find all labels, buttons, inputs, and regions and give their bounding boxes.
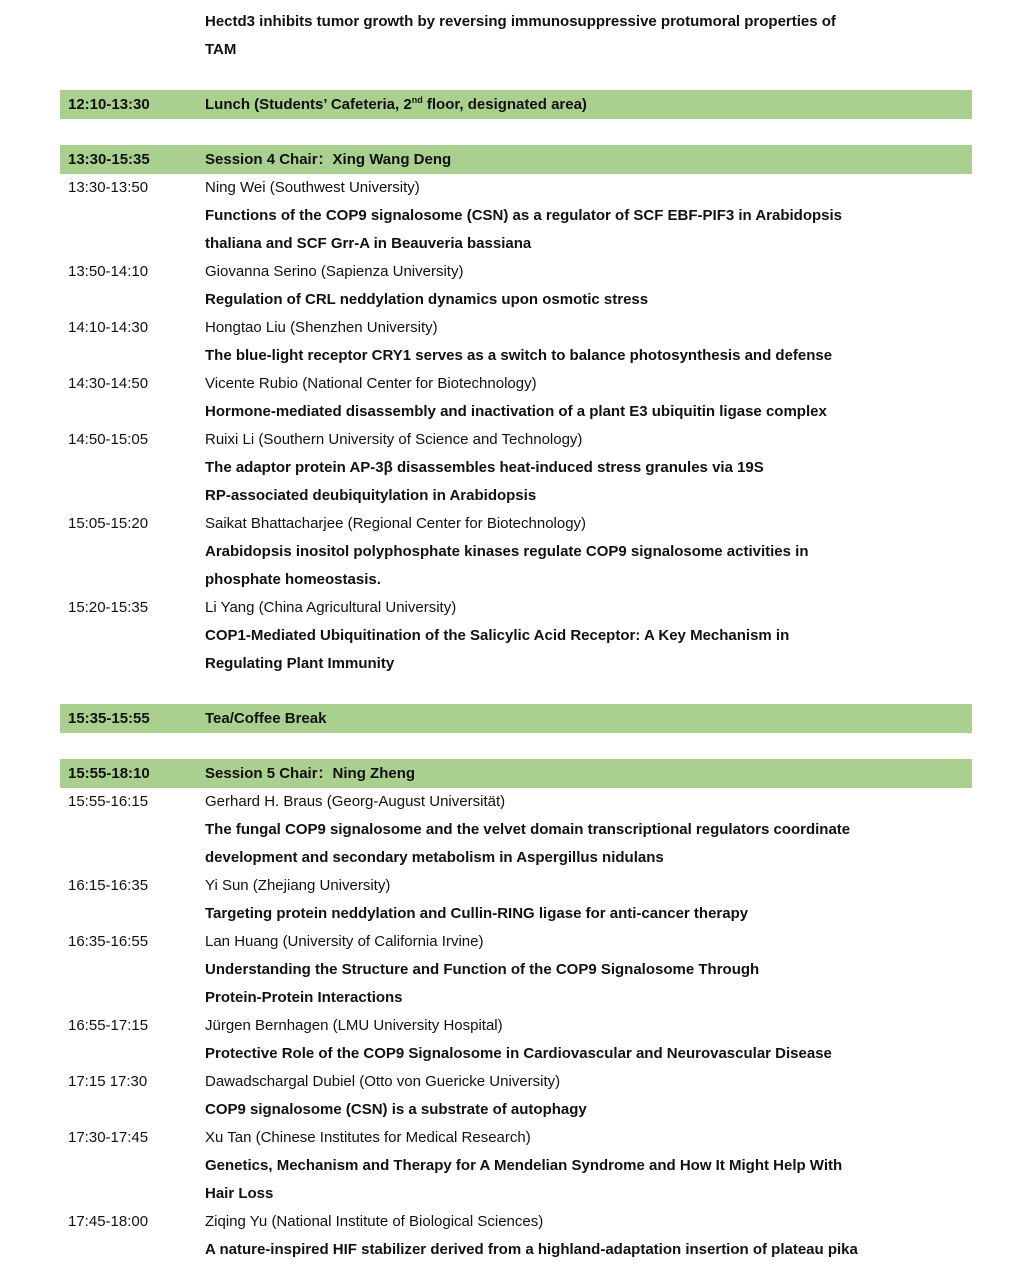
content-cell xyxy=(205,510,972,594)
speaker-line: Li Yang (China Agricultural University) xyxy=(205,599,457,616)
talk-title-line: Hormone-mediated disassembly and inactivation of a plant E3 ubiquitin ligase complex xyxy=(205,403,827,420)
talk-title-line: Hectd3 inhibits tumor growth by reversing immunosuppressive protumoral properties of xyxy=(205,13,836,30)
content-cell xyxy=(205,8,972,64)
speaker-line: Jürgen Bernhagen (LMU University Hospital) xyxy=(205,1017,503,1034)
time-cell: 16:15-16:35 xyxy=(68,877,149,894)
banner-label xyxy=(205,90,972,119)
talk-row xyxy=(60,1012,972,1068)
time-cell: 17:30-17:45 xyxy=(68,1129,149,1146)
content-cell xyxy=(205,928,972,1012)
content-cell xyxy=(205,1208,972,1264)
time-cell: 16:55-17:15 xyxy=(68,1017,149,1034)
session-banner-row xyxy=(60,704,972,733)
content-cell xyxy=(205,145,972,174)
content-cell xyxy=(205,872,972,928)
talk-row xyxy=(60,370,972,426)
time-cell: 15:55-16:15 xyxy=(68,793,149,810)
talk-row xyxy=(60,510,972,594)
session-banner-row xyxy=(60,90,972,119)
content-cell xyxy=(205,426,972,510)
time-cell: 12:10-13:30 xyxy=(68,96,150,113)
talk-title-line: Understanding the Structure and Function of the COP9 Signalosome Through xyxy=(205,961,760,978)
talk-title-line: Genetics, Mechanism and Therapy for A Mendelian Syndrome and How It Might Help With xyxy=(205,1157,843,1174)
superscript-text: nd xyxy=(411,95,423,105)
talk-row xyxy=(60,258,972,314)
banner-text: Tea/Coffee Break xyxy=(205,710,327,727)
speaker-line: Dawadschargal Dubiel (Otto von Guericke University) xyxy=(205,1073,561,1090)
talk-title-line: The fungal COP9 signalosome and the velvet domain transcriptional regulators coordinate xyxy=(205,821,851,838)
content-cell xyxy=(205,1068,972,1124)
talk-title-line: Regulation of CRL neddylation dynamics upon osmotic stress xyxy=(205,291,649,308)
speaker-line: Lan Huang (University of California Irvine) xyxy=(205,933,484,950)
talk-row xyxy=(60,1068,972,1124)
banner-label xyxy=(205,704,972,733)
time-cell: 14:10-14:30 xyxy=(68,319,149,336)
time-cell: 15:55-18:10 xyxy=(68,765,150,782)
content-cell xyxy=(205,788,972,872)
talk-title-line: The blue-light receptor CRY1 serves as a switch to balance photosynthesis and defense xyxy=(205,347,833,364)
talk-title-line: phosphate homeostasis. xyxy=(205,571,381,588)
talk-title-line: Protective Role of the COP9 Signalosome in Cardiovascular and Neurovascular Disease xyxy=(205,1045,832,1062)
talk-title-line: Protein-Protein Interactions xyxy=(205,989,403,1006)
talk-title-line: The adaptor protein AP-3β disassembles heat-induced stress granules via 19S xyxy=(205,459,764,476)
talk-row xyxy=(60,788,972,872)
banner-text: Session 4 Chair：Xing Wang Deng xyxy=(205,151,452,168)
talk-title-line: development and secondary metabolism in Aspergillus nidulans xyxy=(205,849,664,866)
talk-title-line: COP9 signalosome (CSN) is a substrate of autophagy xyxy=(205,1101,587,1118)
continued-title-row xyxy=(60,8,972,64)
talk-title-line: Regulating Plant Immunity xyxy=(205,655,395,672)
content-cell xyxy=(205,258,972,314)
banner-text: Lunch (Students’ Cafeteria, 2 xyxy=(205,96,412,113)
content-cell xyxy=(205,759,972,788)
time-cell: 16:35-16:55 xyxy=(68,933,149,950)
content-cell xyxy=(205,594,972,678)
talk-row xyxy=(60,174,972,258)
session-banner-row xyxy=(60,145,972,174)
speaker-line: Hongtao Liu (Shenzhen University) xyxy=(205,319,438,336)
talk-title-line: Arabidopsis inositol polyphosphate kinases regulate COP9 signalosome activities in xyxy=(205,543,809,560)
content-cell xyxy=(205,314,972,370)
content-cell xyxy=(205,90,972,119)
talk-title-line: A nature-inspired HIF stabilizer derived from a highland-adaptation insertion of plateau pika xyxy=(205,1241,858,1258)
talk-row xyxy=(60,1208,972,1264)
time-cell: 14:30-14:50 xyxy=(68,375,149,392)
talk-title-line: COP1-Mediated Ubiquitination of the Salicylic Acid Receptor: A Key Mechanism in xyxy=(205,627,790,644)
talk-title-line: TAM xyxy=(205,41,237,58)
schedule-table xyxy=(60,8,972,1264)
speaker-line: Xu Tan (Chinese Institutes for Medical Research) xyxy=(205,1129,531,1146)
talk-title-line: Functions of the COP9 signalosome (CSN) as a regulator of SCF EBF-PIF3 in Arabidopsis xyxy=(205,207,843,224)
speaker-line: Yi Sun (Zhejiang University) xyxy=(205,877,391,894)
talk-row xyxy=(60,872,972,928)
session-banner-row xyxy=(60,759,972,788)
speaker-line: Saikat Bhattacharjee (Regional Center for Biotechnology) xyxy=(205,515,587,532)
talk-row xyxy=(60,314,972,370)
talk-row xyxy=(60,426,972,510)
banner-text: floor, designated area) xyxy=(422,96,587,113)
speaker-line: Ruixi Li (Southern University of Science and Technology) xyxy=(205,431,583,448)
content-cell xyxy=(205,174,972,258)
talk-row xyxy=(60,1124,972,1208)
banner-label xyxy=(205,145,972,174)
banner-label xyxy=(205,759,972,788)
speaker-line: Vicente Rubio (National Center for Biotechnology) xyxy=(205,375,537,392)
talk-row xyxy=(60,594,972,678)
time-cell: 15:05-15:20 xyxy=(68,515,149,532)
speaker-line: Giovanna Serino (Sapienza University) xyxy=(205,263,464,280)
speaker-line: Ning Wei (Southwest University) xyxy=(205,179,420,196)
talk-title-line: Targeting protein neddylation and Cullin-RING ligase for anti-cancer therapy xyxy=(205,905,749,922)
time-cell: 13:30-15:35 xyxy=(68,151,150,168)
time-cell: 14:50-15:05 xyxy=(68,431,149,448)
time-cell: 15:20-15:35 xyxy=(68,599,149,616)
time-cell: 17:45-18:00 xyxy=(68,1213,149,1230)
content-cell xyxy=(205,1124,972,1208)
time-cell: 13:50-14:10 xyxy=(68,263,149,280)
talk-title-line: RP-associated deubiquitylation in Arabidopsis xyxy=(205,487,537,504)
speaker-line: Gerhard H. Braus (Georg-August Universität) xyxy=(205,793,506,810)
content-cell xyxy=(205,704,972,733)
speaker-line: Ziqing Yu (National Institute of Biological Sciences) xyxy=(205,1213,544,1230)
banner-text: Session 5 Chair：Ning Zheng xyxy=(205,765,416,782)
content-cell xyxy=(205,1012,972,1068)
talk-title-line: Hair Loss xyxy=(205,1185,274,1202)
talk-title-line: thaliana and SCF Grr-A in Beauveria bassiana xyxy=(205,235,532,252)
time-cell: 15:35-15:55 xyxy=(68,710,150,727)
content-cell xyxy=(205,370,972,426)
time-cell: 13:30-13:50 xyxy=(68,179,149,196)
talk-row xyxy=(60,928,972,1012)
time-cell: 17:15 17:30 xyxy=(68,1073,148,1090)
